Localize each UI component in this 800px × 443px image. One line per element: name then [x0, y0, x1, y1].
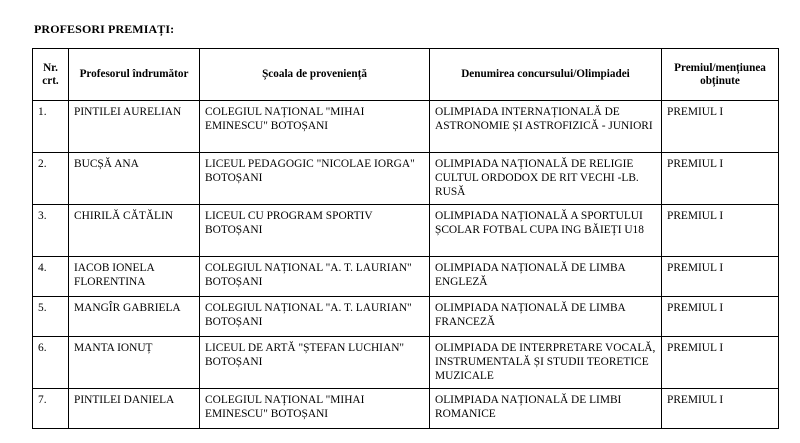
cell-concurs: OLIMPIADA NAȚIONALĂ DE LIMBA ENGLEZĂ: [430, 257, 662, 297]
cell-concurs: OLIMPIADA NAȚIONALĂ DE RELIGIE CULTUL ORDODOX DE RIT VECHI -LB. RUSĂ: [430, 153, 662, 205]
table-row: [33, 297, 779, 337]
table-row: [33, 257, 779, 297]
cell-concurs: OLIMPIADA INTERNAȚIONALĂ DE ASTRONOMIE ȘI ASTROFIZICĂ - JUNIORI: [430, 101, 662, 153]
cell-nr: 7.: [33, 389, 69, 429]
cell-premiu: PREMIUL I: [662, 257, 779, 297]
cell-scoala: COLEGIUL NAȚIONAL "MIHAI EMINESCU" BOTOȘANI: [200, 101, 430, 153]
cell-nr: 2.: [33, 153, 69, 205]
cell-scoala: COLEGIUL NAȚIONAL "A. T. LAURIAN" BOTOȘANI: [200, 257, 430, 297]
cell-premiu: PREMIUL I: [662, 153, 779, 205]
header-concurs: Denumirea concursului/Olimpiadei: [430, 49, 662, 101]
header-scoala: Școala de proveniență: [200, 49, 430, 101]
cell-nr: 5.: [33, 297, 69, 337]
table-row: [33, 337, 779, 389]
cell-concurs: OLIMPIADA NAȚIONALĂ DE LIMBA FRANCEZĂ: [430, 297, 662, 337]
cell-premiu: PREMIUL I: [662, 297, 779, 337]
header-premiu: Premiul/mențiunea obținute: [662, 49, 779, 101]
table-row: [33, 153, 779, 205]
cell-premiu: PREMIUL I: [662, 205, 779, 257]
cell-scoala: LICEUL DE ARTĂ "ȘTEFAN LUCHIAN" BOTOȘANI: [200, 337, 430, 389]
cell-concurs: OLIMPIADA NAȚIONALĂ A SPORTULUI ȘCOLAR FOTBAL CUPA ING BĂIEȚI U18: [430, 205, 662, 257]
cell-profesor: IACOB IONELA FLORENTINA: [69, 257, 200, 297]
table-row: [33, 205, 779, 257]
cell-concurs: OLIMPIADA NAȚIONALĂ DE LIMBI ROMANICE: [430, 389, 662, 429]
cell-scoala: COLEGIUL NAȚIONAL "A. T. LAURIAN" BOTOȘANI: [200, 297, 430, 337]
cell-premiu: PREMIUL I: [662, 101, 779, 153]
cell-scoala: LICEUL PEDAGOGIC "NICOLAE IORGA" BOTOȘANI: [200, 153, 430, 205]
table-row: [33, 389, 779, 429]
awards-table: [32, 48, 779, 429]
cell-scoala: COLEGIUL NAȚIONAL "MIHAI EMINESCU" BOTOȘANI: [200, 389, 430, 429]
table-row: [33, 101, 779, 153]
cell-nr: 3.: [33, 205, 69, 257]
cell-premiu: PREMIUL I: [662, 337, 779, 389]
cell-profesor: CHIRILĂ CĂTĂLIN: [69, 205, 200, 257]
cell-profesor: MANGÎR GABRIELA: [69, 297, 200, 337]
cell-profesor: PINTILEI AURELIAN: [69, 101, 200, 153]
cell-profesor: PINTILEI DANIELA: [69, 389, 200, 429]
cell-scoala: LICEUL CU PROGRAM SPORTIV BOTOȘANI: [200, 205, 430, 257]
header-profesor: Profesorul îndrumător: [69, 49, 200, 101]
cell-nr: 1.: [33, 101, 69, 153]
cell-profesor: MANTA IONUȚ: [69, 337, 200, 389]
cell-concurs: OLIMPIADA DE INTERPRETARE VOCALĂ, INSTRUMENTALĂ ȘI STUDII TEORETICE MUZICALE: [430, 337, 662, 389]
cell-nr: 6.: [33, 337, 69, 389]
cell-premiu: PREMIUL I: [662, 389, 779, 429]
header-nr: Nr. crt.: [33, 49, 69, 101]
page-title: PROFESORI PREMIAȚI:: [34, 22, 175, 36]
cell-nr: 4.: [33, 257, 69, 297]
table-header-row: [33, 49, 779, 101]
cell-profesor: BUCȘĂ ANA: [69, 153, 200, 205]
